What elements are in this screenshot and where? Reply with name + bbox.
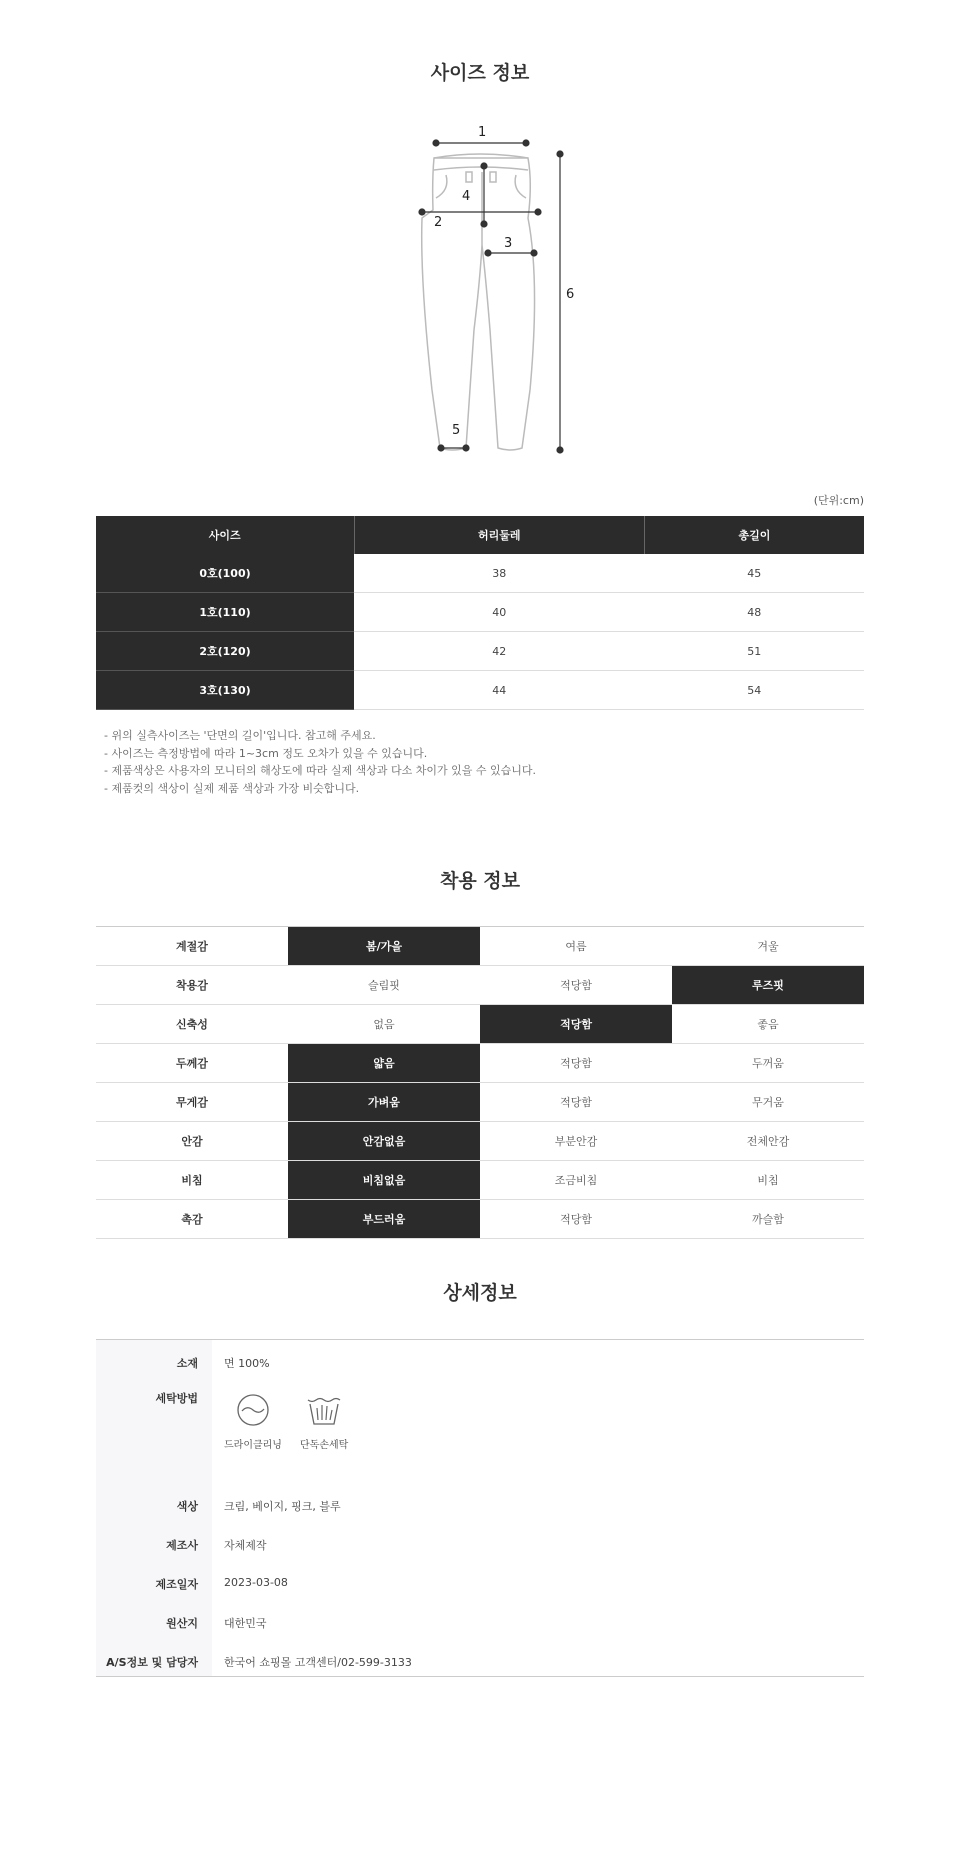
length-cell: 51 — [645, 632, 865, 671]
fit-label: 안감 — [96, 1122, 288, 1161]
size-cell: 2호(120) — [96, 632, 354, 671]
fit-option: 부분안감 — [480, 1122, 672, 1161]
washing-label: 단독손세탁 — [299, 1440, 349, 1451]
detail-value: 2023-03-08 — [224, 1576, 288, 1589]
table-row — [96, 593, 864, 632]
table-row — [96, 632, 864, 671]
detail-label: A/S정보 및 담당자 — [106, 1656, 198, 1669]
size-table — [96, 516, 864, 710]
detail-row-as — [96, 1654, 864, 1676]
note-line: - 제품색상은 사용자의 모니터의 해상도에 따라 실제 색상과 다소 차이가 있을 수 있습니다. — [104, 764, 536, 777]
detail-row-color — [96, 1498, 864, 1537]
fit-row — [96, 1200, 864, 1239]
fit-option: 슬림핏 — [288, 966, 480, 1005]
fit-option-selected: 부드러움 — [288, 1200, 480, 1239]
diagram-label-3: 3 — [504, 236, 513, 251]
fit-option-selected: 비침없음 — [288, 1161, 480, 1200]
fit-row — [96, 1083, 864, 1122]
hand-wash-icon — [304, 1390, 344, 1430]
detail-section-title: 상세정보 — [443, 1282, 517, 1304]
fit-label: 두께감 — [96, 1044, 288, 1083]
detail-label: 제조일자 — [155, 1578, 198, 1591]
fit-table — [96, 926, 864, 1239]
fit-option-selected: 봄/가을 — [288, 927, 480, 966]
fit-option: 적당함 — [480, 1083, 672, 1122]
waist-cell: 42 — [354, 632, 645, 671]
diagram-label-5: 5 — [452, 423, 461, 438]
fit-option: 두꺼움 — [672, 1044, 864, 1083]
detail-value: 자체제작 — [224, 1539, 267, 1552]
detail-value: 한국어 쇼핑몰 고객센터/02-599-3133 — [224, 1656, 412, 1669]
washing-item — [224, 1390, 282, 1498]
fit-option-selected: 적당함 — [480, 1005, 672, 1044]
fit-label: 착용감 — [96, 966, 288, 1005]
dry-clean-icon — [233, 1390, 273, 1430]
fit-option: 적당함 — [480, 966, 672, 1005]
fit-option-selected: 얇음 — [288, 1044, 480, 1083]
fit-label: 신축성 — [96, 1005, 288, 1044]
diagram-label-4: 4 — [462, 189, 471, 204]
detail-row-date — [96, 1576, 864, 1615]
note-line: - 제품컷의 색상이 실제 제품 색상과 가장 비슷합니다. — [104, 781, 360, 795]
fit-option-selected: 루즈핏 — [672, 966, 864, 1005]
length-cell: 48 — [645, 593, 865, 632]
detail-info — [96, 1339, 864, 1677]
washing-item — [300, 1390, 348, 1498]
fit-option: 적당함 — [480, 1044, 672, 1083]
detail-row-origin — [96, 1615, 864, 1654]
fit-label: 촉감 — [96, 1200, 288, 1239]
fit-option: 까슬함 — [672, 1200, 864, 1239]
waist-cell: 44 — [354, 671, 645, 710]
pants-size-diagram — [410, 120, 575, 456]
fit-option: 전체안감 — [672, 1122, 864, 1161]
fit-option-selected: 안감없음 — [288, 1122, 480, 1161]
fit-row — [96, 1122, 864, 1161]
detail-label: 색상 — [176, 1500, 198, 1513]
detail-label: 세탁방법 — [155, 1392, 198, 1405]
washing-icons — [212, 1390, 348, 1498]
waist-cell: 38 — [354, 554, 645, 593]
fit-option: 적당함 — [480, 1200, 672, 1239]
size-cell: 0호(100) — [96, 554, 354, 593]
table-row — [96, 554, 864, 593]
header-size: 사이즈 — [96, 516, 354, 554]
size-table-header — [96, 516, 864, 554]
diagram-label-1: 1 — [478, 125, 487, 140]
detail-value: 대한민국 — [224, 1617, 267, 1630]
unit-label: (단위:cm) — [813, 494, 864, 507]
fit-option: 없음 — [288, 1005, 480, 1044]
fit-option: 비침 — [672, 1161, 864, 1200]
fit-option: 좋음 — [672, 1005, 864, 1044]
table-row — [96, 671, 864, 710]
detail-row-washing — [96, 1378, 864, 1498]
size-cell: 1호(110) — [96, 593, 354, 632]
fit-option: 여름 — [480, 927, 672, 966]
detail-row-manufacturer — [96, 1537, 864, 1576]
size-notes — [104, 727, 536, 797]
diagram-label-2: 2 — [434, 215, 443, 230]
fit-row — [96, 927, 864, 966]
length-cell: 45 — [645, 554, 865, 593]
fit-option: 겨울 — [672, 927, 864, 966]
detail-label: 원산지 — [166, 1617, 198, 1630]
detail-label: 제조사 — [166, 1539, 198, 1552]
detail-row-material — [96, 1340, 864, 1378]
fit-option: 조금비침 — [480, 1161, 672, 1200]
fit-label: 무게감 — [96, 1083, 288, 1122]
fit-option: 무거움 — [672, 1083, 864, 1122]
note-line: - 사이즈는 측정방법에 따라 1~3cm 정도 오차가 있을 수 있습니다. — [104, 746, 428, 760]
fit-label: 비침 — [96, 1161, 288, 1200]
size-cell: 3호(130) — [96, 671, 354, 710]
fit-row — [96, 1161, 864, 1200]
length-cell: 54 — [645, 671, 865, 710]
fit-option-selected: 가벼움 — [288, 1083, 480, 1122]
washing-label: 드라이클리닝 — [224, 1440, 282, 1451]
header-length: 총길이 — [645, 516, 865, 554]
header-waist: 허리둘레 — [354, 516, 645, 554]
detail-value: 면 100% — [224, 1357, 270, 1370]
waist-cell: 40 — [354, 593, 645, 632]
diagram-label-6: 6 — [566, 287, 575, 302]
detail-value: 크림, 베이지, 핑크, 블루 — [224, 1500, 341, 1513]
fit-row — [96, 1044, 864, 1083]
detail-label: 소재 — [176, 1357, 198, 1370]
fit-row — [96, 1005, 864, 1044]
fit-section-title: 착용 정보 — [439, 870, 521, 892]
fit-label: 계절감 — [96, 927, 288, 966]
note-line: - 위의 실측사이즈는 '단면의 길이'입니다. 참고해 주세요. — [104, 729, 376, 742]
fit-row — [96, 966, 864, 1005]
size-section-title: 사이즈 정보 — [430, 62, 530, 84]
